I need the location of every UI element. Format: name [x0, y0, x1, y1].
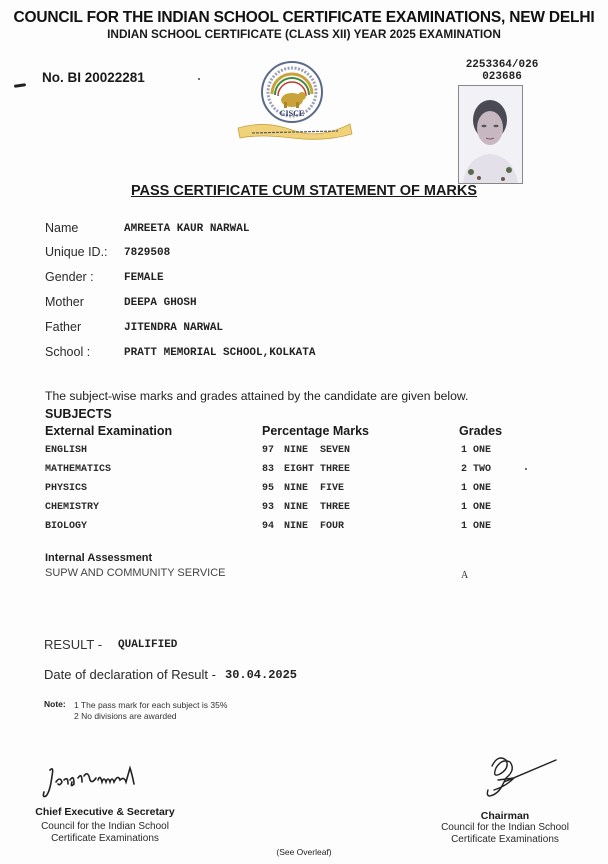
subject-name: CHEMISTRY	[45, 502, 100, 513]
signature-icon	[40, 762, 160, 802]
subject-grade: 1 ONE	[461, 521, 492, 532]
subject-name: BIOLOGY	[45, 521, 88, 532]
mother-value: DEEPA GHOSH	[124, 297, 197, 309]
note-item: 1 The pass mark for each subject is 35%	[74, 700, 228, 710]
certificate-title: PASS CERTIFICATE CUM STATEMENT OF MARKS	[130, 183, 478, 199]
secretary-org-line1: Council for the Indian School	[41, 821, 169, 832]
secretary-title: Chief Executive & Secretary	[35, 806, 175, 818]
percentage-marks-header: Percentage Marks	[262, 424, 370, 438]
mother-label: Mother	[45, 295, 84, 309]
roll-number	[452, 59, 552, 83]
signature-icon	[470, 752, 570, 802]
note-label: Note:	[44, 699, 66, 709]
marks-intro: The subject-wise marks and grades attained by the candidate are given below.	[45, 389, 469, 403]
see-overleaf: (See Overleaf)	[276, 847, 332, 857]
chairman-org-line2: Certificate Examinations	[451, 834, 559, 845]
subject-grade: 1 ONE	[461, 445, 492, 456]
secretary-signature	[40, 762, 160, 802]
unique-id-label: Unique ID.:	[45, 245, 108, 259]
subject-marks-words: NINE SEVEN	[284, 445, 351, 456]
secretary-org-line2: Certificate Examinations	[51, 833, 159, 844]
council-heading: COUNCIL FOR THE INDIAN SCHOOL CERTIFICATE EXAMINATIONS, NEW DELHI	[13, 9, 595, 26]
subject-marks: 94	[262, 521, 275, 532]
speck	[525, 468, 527, 470]
subject-grade: 2 TWO	[461, 464, 492, 475]
father-label: Father	[45, 320, 82, 334]
grades-header: Grades	[459, 424, 503, 438]
roll-number-line1: 2253364/026	[465, 59, 539, 71]
subject-name: MATHEMATICS	[45, 464, 112, 475]
internal-grade: A	[461, 570, 469, 581]
chairman-signature	[470, 752, 570, 802]
candidate-photo	[458, 85, 523, 184]
internal-assessment-heading: Internal Assessment	[45, 552, 153, 564]
subject-marks: 97	[262, 445, 275, 456]
subject-marks-words: EIGHT THREE	[284, 464, 351, 475]
roll-number-line2: 023686	[482, 71, 522, 83]
cisce-emblem-icon	[230, 58, 360, 148]
exam-heading: INDIAN SCHOOL CERTIFICATE (CLASS XII) YEAR 2025 EXAMINATION	[107, 27, 501, 41]
punch-mark	[14, 83, 26, 88]
school-label: School :	[45, 345, 91, 359]
logo-text: CISCE	[279, 109, 305, 118]
subjects-heading: SUBJECTS	[45, 407, 112, 421]
subject-marks-words: NINE THREE	[284, 502, 351, 513]
subject-marks: 83	[262, 464, 275, 475]
unique-id-value: 7829508	[124, 247, 171, 259]
subject-name: PHYSICS	[45, 483, 88, 494]
chairman-org-line1: Council for the Indian School	[441, 822, 569, 833]
speck	[198, 78, 200, 80]
name-label: Name	[45, 221, 79, 235]
candidate-portrait-icon	[459, 86, 522, 183]
subject-marks: 93	[262, 502, 275, 513]
note-item: 2 No divisions are awarded	[74, 711, 177, 721]
certificate-number: No. BI 20022281	[42, 70, 145, 85]
declaration-date-label: Date of declaration of Result -	[44, 667, 216, 682]
subject-grade: 1 ONE	[461, 502, 492, 513]
result-label: RESULT -	[44, 637, 103, 652]
name-value: AMREETA KAUR NARWAL	[124, 223, 250, 235]
declaration-date-value: 30.04.2025	[225, 668, 298, 682]
subject-marks: 95	[262, 483, 275, 494]
subject-marks-words: NINE FIVE	[284, 483, 345, 494]
gender-value: FEMALE	[124, 272, 164, 284]
school-value: PRATT MEMORIAL SCHOOL,KOLKATA	[124, 347, 316, 359]
result-value: QUALIFIED	[118, 639, 178, 651]
subject-name: ENGLISH	[45, 445, 88, 456]
internal-subject: SUPW AND COMMUNITY SERVICE	[45, 567, 226, 579]
chairman-title: Chairman	[480, 810, 530, 822]
cisce-logo	[230, 58, 360, 148]
subject-marks-words: NINE FOUR	[284, 521, 345, 532]
gender-label: Gender :	[45, 270, 94, 284]
subject-grade: 1 ONE	[461, 483, 492, 494]
external-exam-header: External Examination	[45, 424, 173, 438]
father-value: JITENDRA NARWAL	[124, 322, 224, 334]
